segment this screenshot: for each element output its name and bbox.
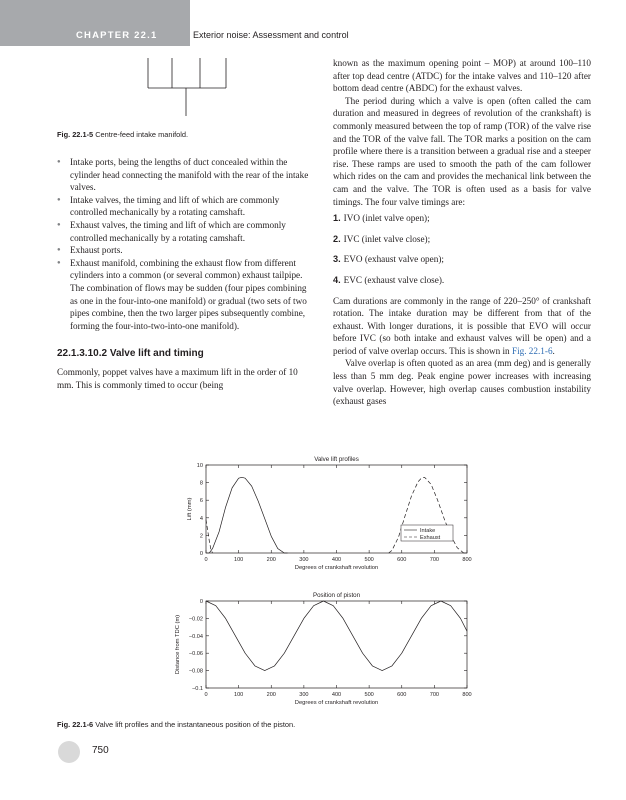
paragraph-text: . <box>552 345 555 356</box>
paragraph-valve-overlap: Valve overlap is often quoted as an area (mm deg) and is generally less than 5 mm deg. Peak engine power increases with increasing valve overlap. However, high overlap causes combustion instability (exhaust gases <box>333 358 591 407</box>
y-tick-label: −0.1 <box>191 686 203 692</box>
fig-22-1-5-text: Centre-feed intake manifold. <box>95 130 189 139</box>
y-tick-label: 0 <box>199 599 203 605</box>
chart-title: Valve lift profiles <box>314 456 359 463</box>
fig-22-1-6-text: Valve lift profiles and the instantaneous position of the piston. <box>95 720 296 729</box>
y-tick-label: 2 <box>199 533 203 540</box>
list-item <box>333 212 591 225</box>
y-axis-label: Distance from TDC (m) <box>175 614 181 675</box>
x-tick-label: 700 <box>429 557 440 563</box>
section-paragraph: Commonly, poppet valves have a maximum lift in the order of 10 mm. This is commonly timed to occur (being <box>57 366 298 390</box>
series-line <box>209 477 287 553</box>
y-tick-label: 10 <box>196 463 203 469</box>
y-tick-label: 6 <box>199 498 203 505</box>
x-tick-label: 0 <box>204 692 208 698</box>
paragraph-cam-duration: The period during which a valve is open (often called the cam duration and measured in degrees of revolution of the crankshaft) is commonly measured between the top of ramp (TOR) of the valve rise and the TOR of the valve fall. The TOR marks a position on the cam profile where there is a transition between a gradual rise and a steeper rise. These ramps are used to smooth the path of the cam follower which rides on the cam and provides the mechanical link between the cam and the valve. The TOR is often used as a basis for valve timings. The four valve timings are: <box>333 95 591 207</box>
series-line <box>206 601 467 671</box>
running-title: Exterior noise: Assessment and control <box>193 30 349 40</box>
x-tick-label: 400 <box>331 557 342 563</box>
x-tick-label: 100 <box>233 557 244 563</box>
list-text: EVC (exhaust valve close). <box>343 274 445 285</box>
list-item: ● Exhaust ports. <box>57 244 315 257</box>
x-tick-label: 700 <box>429 692 440 698</box>
x-tick-label: 200 <box>266 692 276 698</box>
list-item <box>333 253 591 266</box>
chart-title: Position of piston <box>312 592 361 599</box>
list-text: IVO (inlet valve open); <box>343 213 430 224</box>
legend-label: Exhaust <box>420 535 441 541</box>
list-text: IVC (inlet valve close); <box>343 233 431 244</box>
fig-22-1-5-label: Fig. 22.1-5 <box>57 130 94 139</box>
x-axis-label: Degrees of crankshaft revolution <box>294 700 379 706</box>
x-tick-label: 600 <box>397 692 407 698</box>
series-line <box>389 477 467 553</box>
left-column <box>57 60 315 391</box>
list-number: 4. <box>333 274 341 285</box>
fig-22-1-5-caption <box>57 130 315 140</box>
x-tick-label: 800 <box>462 557 472 563</box>
paragraph-text: Cam durations are commonly in the range of 220–250° of crankshaft rotation. The intake duration may be different from that of the exhaust. With longer durations, it is possible that EVO will occur before IVC (so both intake and exhaust valves will be open) and a period of valve overlap occurs. This is shown in <box>333 295 591 356</box>
list-number: 1. <box>333 213 341 224</box>
chapter-label: CHAPTER 22.1 <box>76 30 158 41</box>
list-number: 3. <box>333 254 341 265</box>
list-text: EVO (exhaust valve open); <box>343 254 444 265</box>
x-tick-label: 500 <box>364 692 374 698</box>
paragraph-mop: known as the maximum opening point – MOP) at around 100–110 after top dead centre (ATDC) for the intake valves and 110–120 after bottom dead centre (ABDC) for the exhaust valves. <box>333 58 591 94</box>
page-number: 750 <box>92 745 109 756</box>
y-tick-label: 4 <box>199 515 203 522</box>
y-tick-label: 8 <box>199 480 203 487</box>
x-tick-label: 800 <box>462 692 472 698</box>
list-item: ● Exhaust manifold, combining the exhaust flow from different cylinders into a common (or several common) exhaust tailpipe. The combination of flows may be sudden (four pipes combining as one in the four-into-one manifold) or gradual (two sets of two pipes combine, then the two larger pipes subsequently combine, forming the four-into-two-into-one manifold). <box>57 257 315 333</box>
figure-link[interactable]: Fig. 22.1-6 <box>511 345 553 356</box>
series-line <box>206 520 213 553</box>
legend-label: Intake <box>420 528 436 534</box>
y-axis-label: Lift (mm) <box>187 497 193 521</box>
plot-frame <box>206 601 467 688</box>
list-number: 2. <box>333 233 341 244</box>
list-item: ● Exhaust valves, the timing and lift of which are commonly controlled mechanically by a rotating camshaft. <box>57 219 315 244</box>
x-tick-label: 100 <box>233 692 244 698</box>
y-tick-label: −0.08 <box>188 668 203 675</box>
list-item <box>333 274 591 287</box>
x-tick-label: 300 <box>299 557 309 563</box>
x-tick-label: 200 <box>266 557 276 563</box>
x-tick-label: 300 <box>299 692 309 698</box>
fig-22-1-6-label: Fig. 22.1-6 <box>57 720 94 729</box>
x-tick-label: 600 <box>397 557 407 563</box>
list-item <box>333 233 591 246</box>
right-column <box>333 57 591 408</box>
x-tick-label: 500 <box>364 557 374 563</box>
list-item: ● Intake valves, the timing and lift of which are commonly controlled mechanically by a rotating camshaft. <box>57 194 315 219</box>
y-tick-label: −0.04 <box>188 633 203 640</box>
paragraph-cam-durations <box>333 295 591 358</box>
x-axis-label: Degrees of crankshaft revolution <box>294 565 379 571</box>
valve-timings-list <box>333 212 591 286</box>
y-tick-label: 0 <box>199 551 203 557</box>
fig-22-1-6-charts <box>0 450 626 712</box>
section-heading: 22.1.3.10.2 Valve lift and timing <box>57 348 204 360</box>
page-number-marker <box>58 741 80 763</box>
list-item: ● Intake ports, being the lengths of duct concealed within the cylinder head connecting the manifold with the rear of the intake valves. <box>57 156 315 194</box>
component-list <box>57 156 315 332</box>
y-tick-label: −0.02 <box>188 616 203 623</box>
y-tick-label: −0.06 <box>188 651 203 658</box>
fig-22-1-6-caption <box>57 720 295 730</box>
x-tick-label: 400 <box>331 692 342 698</box>
x-tick-label: 0 <box>204 557 208 563</box>
